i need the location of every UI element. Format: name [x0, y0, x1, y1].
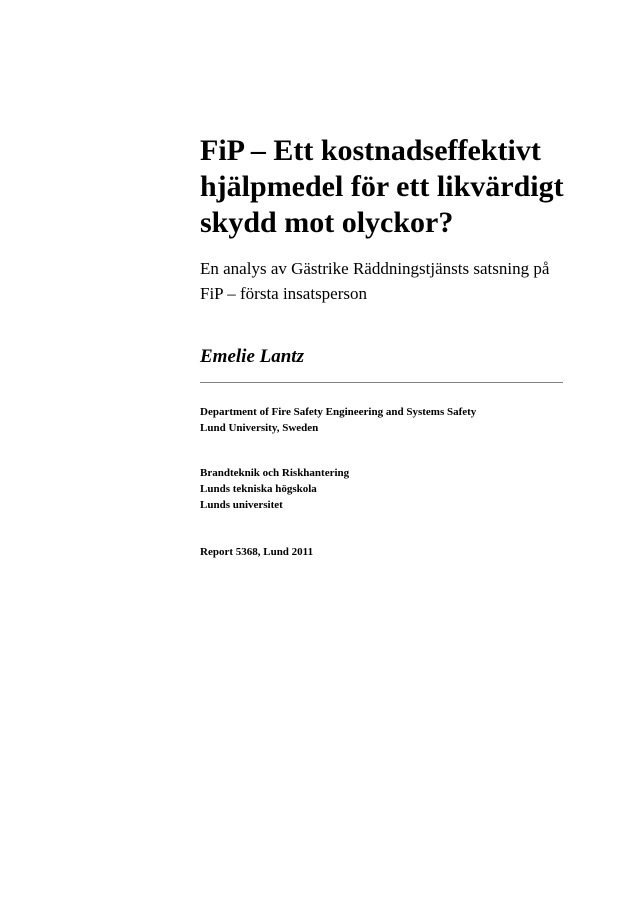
author-name: Emelie Lantz [200, 346, 304, 367]
report-subtitle [200, 256, 600, 306]
department-swedish [200, 465, 349, 513]
report-title-line-3: skydd mot olyckor? [200, 206, 454, 239]
report-subtitle-line-2: FiP – första insatsperson [200, 284, 368, 303]
report-title-line-2: hjälpmedel för ett likvärdigt [200, 170, 564, 203]
report-number [200, 544, 313, 560]
report-title-line-1: FiP – Ett kostnadseffektivt [200, 134, 541, 167]
report-number-text: Report 5368, Lund 2011 [200, 546, 314, 558]
department-name-swedish: Brandteknik och Riskhantering [200, 467, 350, 479]
horizontal-divider [200, 382, 563, 383]
university-name-swedish: Lunds universitet [200, 499, 283, 511]
department-name: Department of Fire Safety Engineering and Systems Safety [200, 406, 477, 418]
university-name: Lund University, Sweden [200, 422, 319, 434]
report-title [200, 133, 600, 241]
department-english [200, 404, 476, 436]
faculty-name-swedish: Lunds tekniska högskola [200, 483, 317, 495]
report-subtitle-line-1: En analys av Gästrike Räddningstjänsts satsning på [200, 259, 550, 278]
